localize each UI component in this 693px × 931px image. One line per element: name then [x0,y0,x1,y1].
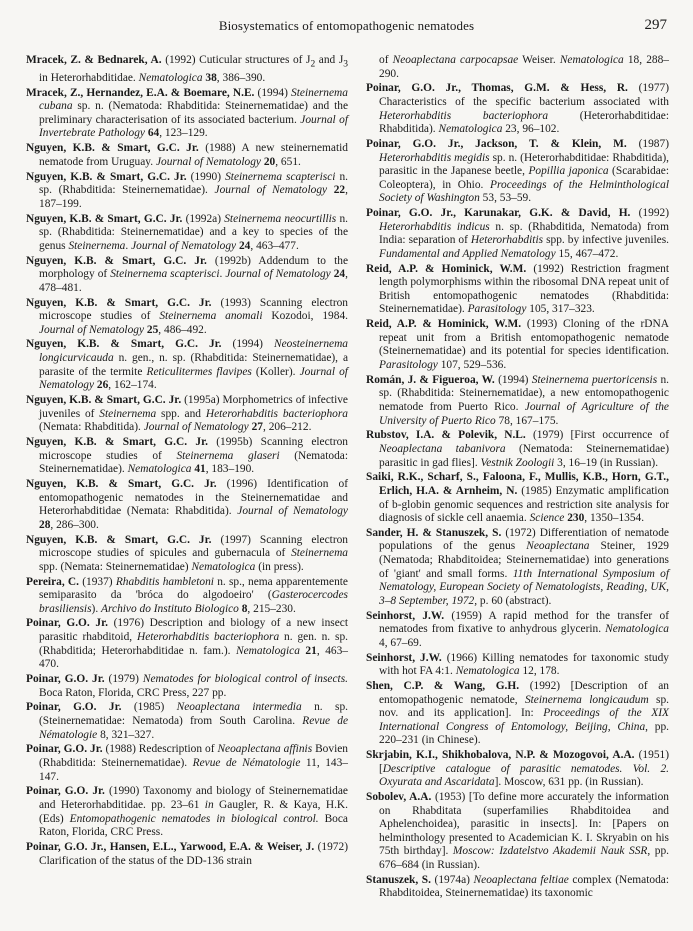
reference-text: , 463–470. [39,644,348,671]
reference-volume: 64 [144,127,160,140]
reference-italic-text: Journal of Nematology [143,421,249,434]
subscript-text: 3 [343,59,349,70]
reference-text: ]. Moscow, 631 pp. (in Russian). [494,776,644,789]
reference-volume: 21 [299,644,317,657]
reference-italic-text: Steinernema scapterisci [225,170,336,183]
reference-italic-text: Nematologica [191,560,256,573]
reference-italic-text: Heterorhabditis indicus [379,220,490,233]
reference-authors: Román, J. & Figueroa, W. [366,373,495,386]
reference-text: ). [91,602,102,615]
reference-italic-text: Journal of Nematology [225,268,331,281]
reference-entry [26,255,348,296]
reference-italic-text: Journal of Agriculture of the University of Puerto Rico [379,400,669,427]
reference-italic-text: Steinernema [68,239,126,252]
reference-italic-text: Science [529,512,565,525]
reference-italic-text: Nematologica [438,123,503,136]
reference-text: (1966) Killing nematodes for taxonomic study with hot FA 4:1. [379,651,669,678]
reference-italic-text: Neoaplectana affinis [217,743,313,756]
reference-entry [366,680,669,748]
reference-text: spp. (Nemata: Steinernematidae) [39,560,192,573]
reference-authors: Nguyen, K.B. & Smart, G.C. Jr. [26,533,212,546]
reference-authors: Poinar, G.O. Jr. [26,673,105,686]
reference-text: complex (Nematoda: Rhabditoidea, Steinernematidae) its taxonomic [379,873,669,900]
reference-text: n. sp. (Rhabditida: Steinernematidae) and a key to species of the genus [39,212,348,252]
reference-text: , 478–481. [39,268,348,294]
reference-authors: Skrjabin, K.I., Shikhobalova, N.P. & Mozogovoi, A.A. [366,749,635,762]
reference-entry [26,701,348,742]
reference-italic-text: Fundamental and Applied Nematology [379,247,556,260]
reference-text: (1977) Characteristics of the specific bacterium associated with [379,82,670,108]
reference-text: 15, 467–472. [555,247,619,260]
reference-italic-text: Steinernema puertoricensis [531,373,658,386]
reference-text: , pp. 220–231 (in Chinese). [379,720,670,747]
reference-text: (1988) Redescription of [102,743,218,756]
reference-text: in Heterorhabditidae. [39,71,139,84]
reference-italic-text: Journal of Nematology [237,505,348,518]
reference-italic-text: Nematologica [127,463,192,476]
reference-text: . [219,268,226,281]
reference-text: and J [315,54,344,66]
reference-text: (1990) Taxonomy and biology of Steinernematidae and Heterorhabditidae. pp. 23–61 [39,785,348,811]
reference-text: n. sp., nema apparentemente semiparasito da 'bróca do algodoeiro' ( [39,575,348,602]
reference-italic-text: Steinernema scapterisci [110,268,220,281]
reference-text: , pp. 676–684 (in Russian). [379,845,669,872]
reference-italic-text: Proceedings of the XIX International Congress of Entomology, Beijing, China [379,707,669,733]
reference-text: , 187–199. [39,184,348,210]
reference-authors: Nguyen, K.B. & Smart, G.C. Jr. [26,338,222,351]
reference-authors: Nguyen, K.B. & Smart, G.C. Jr. [26,212,183,225]
page-header [0,18,693,40]
reference-entry [366,54,669,81]
reference-italic-text: Journal of Nematology [39,365,348,392]
reference-italic-text: Vestnik Zoologii [480,456,555,469]
reference-text: (1972) Clarification of the status of the DD-136 strain [39,840,348,867]
reference-text: (1996) Identification of entomopathogenic nematodes in the Steinernematidae and Heterorhabditidae (Nemata: Rhabditida). [39,477,348,518]
reference-authors: Seinhorst, J.W. [366,651,442,664]
reference-italic-text: Parasitology [467,303,527,316]
reference-text: , 206–212. [263,421,312,434]
reference-volume: 8 [238,602,248,615]
reference-text: (Nematoda: Steinernematidae). [39,449,348,476]
reference-entry [366,263,669,317]
reference-entry [366,207,669,261]
reference-authors: Poinar, G.O. Jr., Hansen, E.L., Yarwood, E.A. & Weiser, J. [26,840,315,853]
reference-text: (1959) A rapid method for the transfer of nematodes from fixative to anhydrous glycerin. [379,609,669,636]
reference-text: (1987) [626,137,669,150]
reference-authors: Poinar, G.O. Jr., Thomas, G.M. & Hess, R. [366,82,628,95]
reference-entry [366,138,669,206]
reference-italic-text: Neoaplectana intermedia [176,701,302,714]
reference-text: (1937) [78,575,116,588]
reference-text: p. 60 (abstract). [477,594,552,607]
reference-text: (1974a) [430,873,474,886]
reference-text: 4, 67–69. [379,636,422,649]
reference-text: (1993) Cloning of the rDNA repeat unit from a British entomopathogenic nematode (Steinernematidae) and its potential for species identification. [379,318,669,358]
reference-text: 12, 178. [519,665,560,678]
reference-volume: 24 [236,239,251,252]
reference-italic-text: Journal of Nematology [214,184,328,197]
reference-authors: Nguyen, K.B. & Smart, G.C. Jr. [26,142,199,155]
reference-text: 23, 96–102. [502,123,560,136]
reference-text: (Heterorhabditidae: Rhabditida). [379,109,669,136]
reference-entry [26,297,348,338]
subscript-text: 2 [310,59,316,70]
reference-entry [366,791,669,873]
reference-authors: Rubstov, I.A. & Polevik, N.L. [366,429,526,442]
reference-text: n. sp. (Rhabditida, Nematoda) from India: separation of [379,220,669,247]
reference-entry [26,142,348,169]
reference-italic-text: Popillia japonica [528,165,609,178]
reference-text: (1985) Enzymatic amplification of b-globin genomic sequences and restriction site analysis for diagnosis of sickle cell anaemia. [379,484,669,525]
reference-text: , 162–174. [108,379,157,392]
reference-text: n. sp. (Rhabditida: Steinernematidae), a new entomopathogenic nematode from Puerto Rico. [379,373,669,413]
reference-text: of [379,54,393,66]
reference-text: (1994) [221,338,274,351]
reference-text: 18, 288–290. [379,54,669,80]
reference-entry [366,82,669,136]
reference-text: n. sp. (Steinernematidae: Nematoda) from South Carolina. [39,701,348,727]
reference-italic-text: Steinernema glaseri [176,449,280,462]
reference-italic-text: Nematologica [236,644,300,657]
reference-italic-text: Parasitology [379,359,438,371]
reference-text: Gaugler, R. & Kaya, H.K. (Eds) [39,798,348,825]
reference-authors: Nguyen, K.B. & Smart, G.C. Jr. [26,170,187,183]
reference-authors: Poinar, G.O. Jr. [26,617,108,630]
reference-volume: 230 [564,512,585,525]
reference-text: (1992) [630,207,669,220]
reference-text: Kozodoi, 1984. [262,310,348,323]
reference-authors: Poinar, G.O. Jr., Karunakar, G.K. & David, H. [366,207,631,220]
reference-entry [366,527,669,609]
reference-text: (1995b) Scanning electron microscope studies of [39,436,348,462]
reference-text: (1995a) Morphometrics of infective juveniles of [39,394,348,420]
reference-authors: Pereira, C. [26,575,79,588]
reference-text: 3, 16–19 (in Russian). [554,456,659,469]
reference-authors: Sobolev, A.A. [366,791,432,804]
reference-text: 11, 143–147. [39,756,348,783]
reference-entry [26,338,348,392]
reference-text: (Nemata: Rhabditida). [39,421,144,434]
reference-italic-text: Heterorhabditis bacteriophora [379,109,549,122]
reference-authors: Poinar, G.O. Jr., Jackson, T. & Klein, M. [366,137,627,150]
reference-text: Weiser. [518,54,560,66]
reference-entry [366,610,669,651]
reference-italic-text: Heterorhabditis bacteriophora [136,631,280,644]
reference-entry [26,394,348,435]
reference-authors: Nguyen, K.B. & Smart, G.C. Jr. [26,296,212,309]
reference-italic-text: Neoaplectana tabanivora [379,442,506,455]
reference-entry [26,576,348,617]
reference-text: (1972) Differentiation of nematode populations of the genus [379,526,669,553]
reference-text: Bovien (Rhabditida: Steinernematidae). [39,743,348,769]
reference-entry [26,171,348,212]
reference-entry [366,429,669,470]
reference-text: n. sp. (Rhabditida: Steinernematidae). [39,170,349,197]
reference-text: 105, 317–323. [526,303,595,316]
reference-entry [26,213,348,254]
reference-authors: Nguyen, K.B. & Smart, G.C. Jr. [26,254,207,267]
reference-text: (Koller). [251,365,300,378]
reference-text: (1976) Description and biology of a new insect parasitic rhabditoid, [39,617,348,644]
reference-text: 8, 321–327. [97,728,155,741]
reference-authors: Poinar, G.O. Jr. [26,785,105,798]
reference-entry [366,652,669,679]
reference-entry [366,749,669,790]
reference-entry [26,534,348,575]
reference-volume: 22 [327,184,346,197]
reference-text: , 463–477. [250,239,299,252]
reference-italic-text: Neoaplectana [526,540,590,553]
reference-authors: Saiki, R.K., Scharf, S., Faloona, F., Mullis, K.B., Horn, G.T., Erlich, H.A. & Arnheim, N. [366,471,669,497]
reference-italic-text: Revue de Nématologie [39,715,349,741]
reference-text: (1992b) Addendum to the morphology of [39,254,349,281]
reference-italic-text: Archivo do Instituto Biologico [101,602,239,615]
reference-italic-text: Gasterocercodes brasiliensis [39,589,348,615]
reference-volume: 26 [94,379,109,392]
reference-entry [26,673,348,700]
reference-italic-text: Nematologica [138,71,203,84]
reference-italic-text: Entomopathogenic nematodes in biological control. [69,812,319,825]
reference-text: (1951) [ [379,749,670,775]
reference-italic-text: Journal of Nematology [155,155,261,168]
reference-italic-text: 11th International Symposium of Nematology, European Society of Nematologists, Reading, UK, 3–8 September, 1972, [379,567,670,607]
reference-italic-text: Steinernema longicaudum [524,693,649,706]
reference-text: (1992) Restriction fragment length polymorphisms within the ribosomal DNA repeat unit of British entomopathogenic nematodes (Rhabditida: Steinernematidae). [379,262,669,316]
reference-volume: 20 [260,155,276,168]
reference-italic-text: Descriptive catalogue of parasitic nematodes. Vol. 2. Oxyurata and Ascaridata [379,762,669,789]
reference-italic-text: Steinernema anomali [159,310,263,323]
reference-italic-text: Revue de Nématologie [192,756,301,769]
reference-text: (1988) A new steinernematid nematode from Uruguay. [39,142,348,168]
reference-authors: Stanuszek, S. [366,873,431,886]
reference-text: , 215–230. [247,602,296,615]
reference-italic-text: in [204,798,214,811]
reference-entry [26,436,348,477]
reference-text: (1985) [121,701,177,714]
reference-entry [26,841,348,868]
reference-text: sp. n. (Nematoda: Rhabditida: Steinernematidae) and the preliminary characterisation of its associated bacterium. [39,100,348,126]
reference-authors: Mracek, Z., Hernandez, E.A. & Boemare, N.E. [26,86,255,99]
reference-text: (1997) Scanning electron microscope studies of spicules and gubernacula of [39,533,349,560]
reference-italic-text: Heterorhabditis megidis [379,151,490,164]
reference-authors: Mracek, Z. & Bednarek, A. [26,54,162,66]
reference-entry [26,785,348,839]
reference-text: (Scarabidae: Coleoptera), in Ohio. [379,165,669,191]
reference-entry [366,318,669,372]
reference-italic-text: Nematologica [605,623,669,636]
running-title: Biosystematics of entomopathogenic nematodes [218,18,475,33]
reference-text: Boca Raton, Florida, CRC Press. [39,812,348,839]
reference-authors: Nguyen, K.B. & Smart, G.C. Jr. [26,394,182,407]
reference-text: (1992a) [182,212,225,225]
reference-authors: Nguyen, K.B. & Smart, G.C. Jr. [26,436,208,448]
reference-authors: Reid, A.P. & Hominick, W.M. [366,318,522,331]
reference-text: , 386–390. [216,71,266,84]
reference-italic-text: Steinernema [99,407,157,420]
reference-text: , 123–129. [159,127,208,140]
reference-italic-text: Steinernema cubana [39,86,348,113]
reference-authors: Poinar, G.O. Jr. [26,743,103,756]
reference-entry [366,374,669,428]
reference-volume: 28 [39,518,51,531]
reference-volume: 25 [144,323,159,336]
reference-text: n. gen. n. sp. (Rhabditida; Heterorhabditidae n. fam.). [39,631,348,657]
reference-text: , 486–492. [158,323,207,336]
reference-text: sp. nov. and its application]. In: [379,693,669,720]
reference-entry [26,478,348,532]
reference-entry [26,743,348,784]
reference-text: Boca Raton, Florida, CRC Press, 227 pp. [39,686,227,699]
reference-authors: Poinar, G.O. Jr. [26,701,122,714]
reference-italic-text: Heterorhabditis bacteriophora [205,407,348,420]
reference-italic-text: Nematologica [559,54,624,66]
reference-text: (1979) [First occurrence of [525,429,669,442]
reference-volume: 41 [191,463,206,476]
reference-entry [26,87,348,141]
reference-authors: Shen, C.P. & Wang, G.H. [366,679,520,692]
reference-text: (1993) Scanning electron microscope studies of [39,296,349,323]
reference-text: (1992) Cuticular structures of J [161,54,311,66]
reference-italic-text: Rhabditis hambletoni [115,575,214,588]
reference-text: spp. by infective juveniles. [543,234,669,247]
reference-entry [366,874,669,901]
reference-entry [26,54,348,85]
reference-text: 107, 529–536. [437,359,507,371]
reference-text: n. gen., n. sp. (Rhabditida: Steinernematidae), a parasite of the termite [39,352,348,378]
reference-italic-text: Proceedings of the Helminthological Society of Washington [379,178,669,205]
reference-italic-text: Neosteinernema longicurvicauda [39,338,348,365]
reference-text: Steiner, 1929 (Nematoda; Rhabditoidea; Steinernematidae) into generations of 'giant' and small forms. [379,540,669,580]
reference-italic-text: Steinernema [291,547,348,560]
reference-entry [26,617,348,671]
reference-text: , 1350–1354. [584,512,645,525]
reference-text: (1992) [Description of an entomopathogenic nematode, [379,679,670,706]
right-column [366,54,669,902]
reference-italic-text: Journal of Nematology [39,323,145,336]
reference-italic-text: Heterorhabditis [470,234,544,247]
reference-text: (Nematoda: Steinernematidae) parasitic in gad flies]. [379,442,669,469]
reference-text: (1990) [186,170,226,183]
reference-text: , 651. [275,155,301,168]
reference-text: , 286–300. [50,518,99,531]
reference-authors: Nguyen, K.B. & Smart, G.C. Jr. [26,477,217,490]
reference-text: , 183–190. [205,463,255,476]
reference-italic-text: Nematologica [455,665,520,678]
reference-italic-text: Steinernema neocurtillis [224,212,337,225]
reference-italic-text: Neoaplectana carpocapsae [392,54,519,66]
reference-text: . [125,239,132,252]
reference-volume: 24 [330,268,346,281]
reference-volume: 38 [202,71,217,84]
reference-italic-text: Journal of Nematology [131,239,237,252]
reference-text: sp. n. (Heterorhabditidae: Rhabditida), parasitic in the Japanese beetle, [379,151,669,178]
reference-text: (in press). [255,560,304,573]
left-column [26,54,348,869]
reference-italic-text: Moscow: Izdatelstvo Akademii Nauk SSR [452,845,648,858]
reference-text: (1953) [To define more accurately the information on Rhabditata (superfamilies Rhabditoidea and Aphelenchoidea), parasitic in insects]. In: [Papers on helminthology presented to Academician K. I. Skryabin on his 75th birthday]. [379,791,669,858]
reference-italic-text: Neoaplectana feltiae [473,873,569,886]
reference-authors: Reid, A.P. & Hominick, W.M. [366,262,527,275]
reference-italic-text: Journal of Invertebrate Pathology [39,113,348,140]
reference-text: spp. and [156,407,206,420]
reference-text: (1994) [254,86,292,99]
reference-authors: Sander, H. & Stanuszek, S. [366,526,502,539]
reference-volume: 27 [248,421,263,434]
reference-authors: Seinhorst, J.W. [366,609,445,622]
reference-text: 53, 53–59. [479,192,532,205]
reference-italic-text: Reticulitermes flavipes [146,365,252,378]
reference-text: 78, 167–175. [495,414,559,427]
reference-italic-text: Nematodes for biological control of insects. [142,673,348,686]
reference-entry [366,471,669,525]
reference-text: (1979) [104,673,143,686]
page-number: 297 [644,17,667,33]
reference-text: (1994) [494,373,532,386]
